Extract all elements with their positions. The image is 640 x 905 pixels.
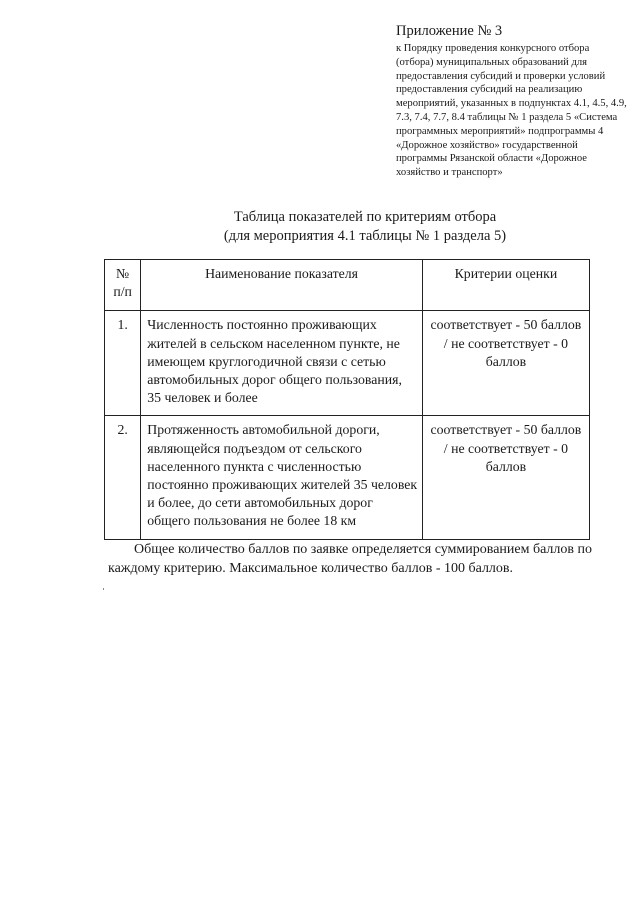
scan-mark xyxy=(103,588,104,590)
appendix-reference: к Порядку проведения конкурсного отбора (отбора) муниципальных образований для предоставления субсидий и проверки условий предоставления субсидий на реализацию мероприятий, указанных в подпунктах 4.1, 4.5, 4.9, 7.3, 7.4, 7.7, 8.4 таблицы № 1 раздела 5 «Система программных мероприятий» подпрограммы 4 «Дорожное хозяйство» государственной программы Рязанской области «Дорожное хозяйство и транспорт» xyxy=(396,43,627,179)
criteria-table xyxy=(104,259,590,540)
row-number: 2. xyxy=(105,416,141,539)
appendix-header xyxy=(396,22,628,180)
header-criteria: Критерии оценки xyxy=(422,260,589,311)
table-title xyxy=(150,208,580,246)
summary-paragraph: Общее количество баллов по заявке определяется суммированием баллов по каждому критерию. Максимальное количество баллов - 100 баллов. xyxy=(108,542,593,576)
row-criteria: соответствует - 50 баллов / не соответствует - 0 баллов xyxy=(422,416,589,539)
header-indicator-name: Наименование показателя xyxy=(141,260,423,311)
table-title-line-1: Таблица показателей по критериям отбора xyxy=(233,209,497,225)
appendix-title: Приложение № 3 xyxy=(396,23,503,39)
row-indicator-name: Протяженность автомобильной дороги, являющейся подъездом от сельского населенного пункта с численностью постоянно проживающих жителей 35 человек и более, до сети автомобильных дорог общего пользования не более 18 км xyxy=(141,416,423,539)
table-header-row xyxy=(105,260,590,311)
table-row xyxy=(105,311,590,416)
table-title-line-2: (для мероприятия 4.1 таблицы № 1 раздела 5) xyxy=(223,228,507,244)
row-criteria: соответствует - 50 баллов / не соответствует - 0 баллов xyxy=(422,311,589,416)
row-indicator-name: Численность постоянно проживающих жителей в сельском населенном пункте, не имеющем круглогодичной связи с сетью автомобильных дорог общего пользования, 35 человек и более xyxy=(141,311,423,416)
header-number: № п/п xyxy=(105,260,141,311)
table-row xyxy=(105,416,590,539)
row-number: 1. xyxy=(105,311,141,416)
